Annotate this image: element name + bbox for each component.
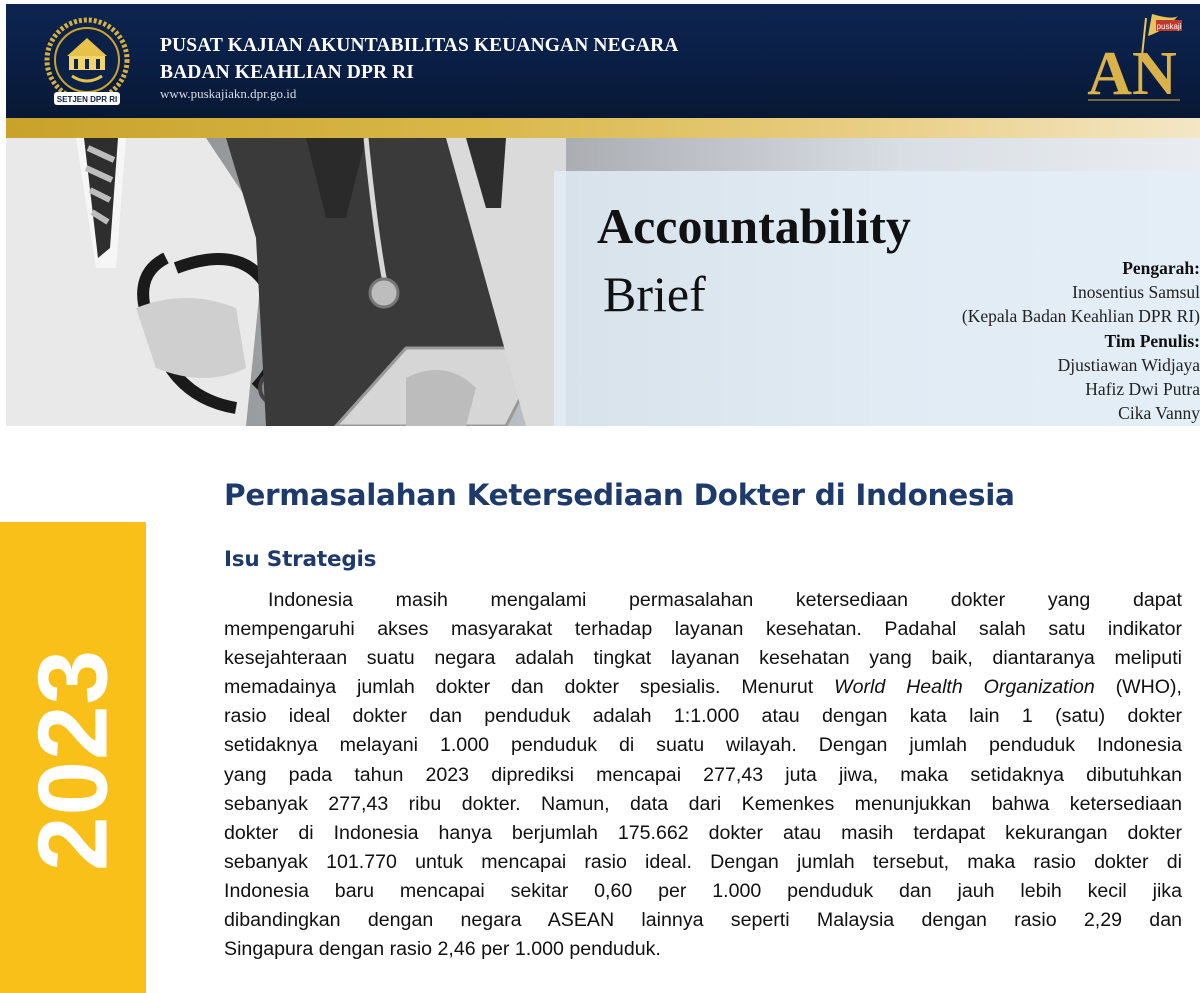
- paragraph-line: rasio ideal dokter dan penduduk adalah 1:1.000 atau dengan kata lain 1 (satu) dokter: [224, 705, 1182, 728]
- website-url[interactable]: www.puskajiakn.dpr.go.id: [160, 86, 297, 101]
- credits-block: [900, 256, 1200, 425]
- brief-title-bold: Accountability: [597, 198, 911, 254]
- paragraph-line: Singapura dengan rasio 2,46 per 1.000 penduduk.: [224, 938, 661, 961]
- paragraph-line: dibandingkan dengan negara ASEAN lainnya seperti Malaysia dengan rasio 2,29 dan: [224, 909, 1182, 932]
- writer-name: Djustiawan Widjaya: [1057, 354, 1200, 375]
- brief-title-light: Brief: [603, 266, 706, 322]
- logo-tag: puskaji: [1156, 22, 1182, 31]
- institution-name: PUSAT KAJIAN AKUNTABILITAS KEUANGAN NEGARA: [160, 35, 679, 56]
- logo-letters: AN: [1087, 40, 1177, 108]
- paragraph-text: memadainya jumlah dokter dan dokter spesialis. Menurut: [224, 676, 835, 699]
- pengarah-name: Inosentius Samsul: [1072, 282, 1200, 303]
- body-paragraph: [224, 586, 1182, 964]
- institution-title: [160, 32, 679, 86]
- paragraph-line: mempengaruhi akses masyarakat terhadap layanan kesehatan. Padahal salah satu indikator: [224, 618, 1182, 641]
- tim-penulis-label: Tim Penulis:: [1104, 330, 1200, 351]
- paragraph-line: yang pada tahun 2023 diprediksi mencapai 277,43 juta jiwa, maka setidaknya dibutuhkan: [224, 763, 1182, 786]
- gold-divider: [6, 118, 1200, 138]
- pengarah-role: (Kepala Badan Keahlian DPR RI): [961, 306, 1200, 327]
- paragraph-line: dokter di Indonesia hanya berjumlah 175.662 dokter atau masih terdapat kekurangan dokter: [224, 821, 1182, 844]
- paragraph-line-who: [224, 673, 1182, 702]
- emblem-label: SETJEN DPR RI: [56, 95, 118, 104]
- report-header: [6, 4, 1200, 118]
- dpr-emblem-icon: [42, 16, 132, 108]
- pengarah-label: Pengarah:: [1122, 258, 1200, 278]
- paragraph-line: setidaknya melayani 1.000 penduduk di suatu wilayah. Dengan jumlah penduduk Indonesia: [224, 734, 1182, 757]
- paragraph-line: sebanyak 277,43 ribu dokter. Namun, data dari Kemenkes menunjukkan bahwa ketersediaan: [224, 792, 1182, 815]
- writer-name: Cika Vanny: [1118, 403, 1200, 424]
- who-suffix: (WHO),: [1094, 676, 1183, 699]
- paragraph-line: Indonesia masih mengalami permasalahan ketersediaan dokter yang dapat: [268, 589, 1182, 611]
- year-label: 2023: [17, 648, 128, 872]
- an-logo-icon: [1082, 12, 1186, 110]
- agency-name: BADAN KEAHLIAN DPR RI: [160, 62, 414, 83]
- writer-name: Hafiz Dwi Putra: [1085, 379, 1200, 400]
- paragraph-line: Indonesia baru mencapai sekitar 0,60 per 1.000 penduduk dan jauh lebih kecil jika: [224, 879, 1182, 902]
- paragraph-line: sebanyak 101.770 untuk mencapai rasio ideal. Dengan jumlah tersebut, maka rasio dokter di: [224, 850, 1182, 873]
- paragraph-line: kesejahteraan suatu negara adalah tingkat layanan kesehatan yang baik, diantaranya meliputi: [224, 647, 1182, 670]
- section-heading: Isu Strategis: [224, 547, 377, 572]
- doctors-photo: [6, 138, 566, 426]
- who-italic: World Health Organization: [834, 676, 1095, 699]
- document-title: Permasalahan Ketersediaan Dokter di Indonesia: [224, 478, 1015, 512]
